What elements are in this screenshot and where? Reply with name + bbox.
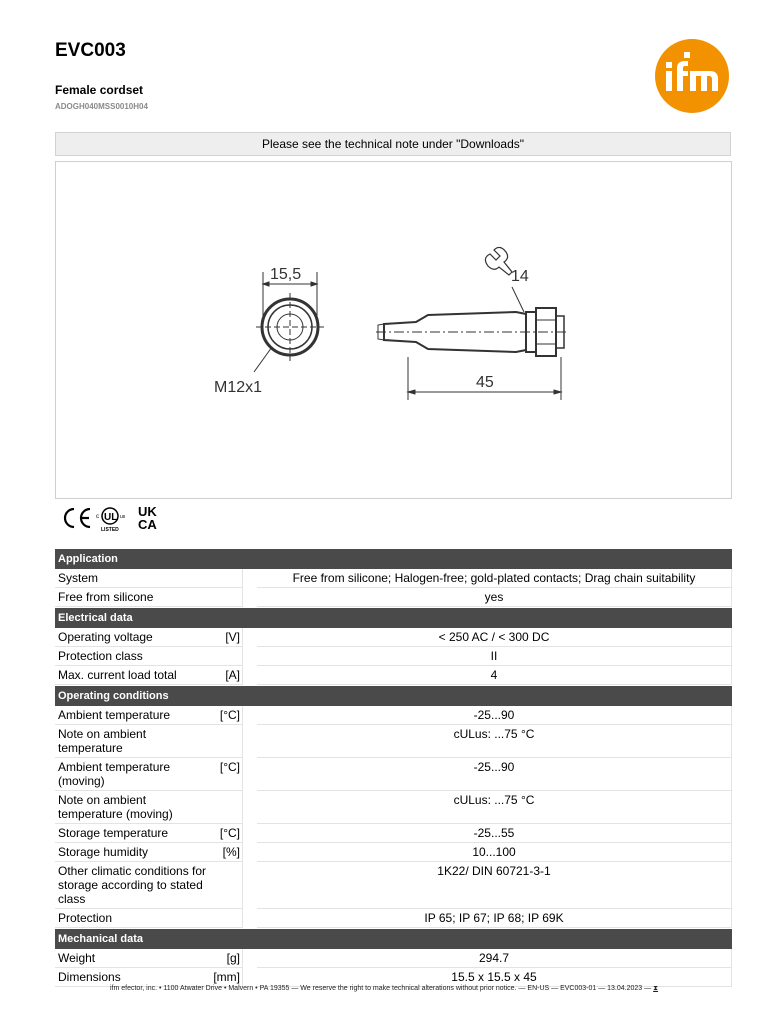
spec-label: Protection class [55,647,210,666]
spec-unit [210,862,243,909]
spec-value: II [257,647,732,666]
spec-value: 4 [257,666,732,685]
spec-row [55,569,732,588]
spec-value: cULus: ...75 °C [257,725,732,758]
specification-table [55,549,732,987]
spec-gap [243,588,257,607]
certification-marks [58,503,178,533]
spec-row [55,725,732,758]
section-header: Operating conditions [55,686,732,706]
spec-row [55,758,732,791]
spec-row [55,862,732,909]
svg-text:c: c [96,514,99,520]
spec-label: Other climatic conditions for storage according to stated class [55,862,210,909]
spec-label: Ambient temperature (moving) [55,758,210,791]
length-label: 45 [476,374,494,391]
spec-gap [243,791,257,824]
spec-unit: [A] [210,666,243,685]
section-header: Electrical data [55,608,732,628]
ukca-mark-icon [138,504,157,532]
diameter-label: 15,5 [270,266,302,283]
spec-label: Protection [55,909,210,928]
spec-row [55,666,732,685]
spec-unit: [°C] [210,824,243,843]
spec-gap [243,647,257,666]
article-code: ADOGH040MSS0010H04 [55,102,148,111]
svg-text:CA: CA [138,517,157,532]
spec-label: Storage humidity [55,843,210,862]
spec-label: Weight [55,949,210,968]
ifm-logo [654,38,730,114]
spec-unit [210,647,243,666]
spec-unit: [°C] [210,706,243,725]
spec-value: yes [257,588,732,607]
svg-text:us: us [120,514,126,520]
spec-unit [210,791,243,824]
spec-unit: [%] [210,843,243,862]
spec-label: Note on ambient temperature [55,725,210,758]
product-title: EVC003 [55,40,126,61]
thread-label: M12x1 [214,379,263,396]
spec-label: Dimensions [55,968,210,987]
spec-unit [210,569,243,588]
spec-label: Ambient temperature [55,706,210,725]
spec-row [55,824,732,843]
spec-row [55,843,732,862]
spec-row [55,791,732,824]
spec-gap [243,758,257,791]
wrench-size-label: 14 [511,268,529,285]
spec-value: 1K22/ DIN 60721-3-1 [257,862,732,909]
section-header: Mechanical data [55,929,732,949]
spec-value: IP 65; IP 67; IP 68; IP 69K [257,909,732,928]
spec-row [55,706,732,725]
culus-listed-icon [96,508,126,533]
spec-unit [210,588,243,607]
spec-value: Free from silicone; Halogen-free; gold-plated contacts; Drag chain suitability [257,569,732,588]
spec-row [55,628,732,647]
spec-gap [243,725,257,758]
spec-gap [243,909,257,928]
spec-unit [210,725,243,758]
spec-label: Free from silicone [55,588,210,607]
spec-value: -25...90 [257,758,732,791]
spec-label: Operating voltage [55,628,210,647]
spec-value: 10...100 [257,843,732,862]
document-icon: ⧗ [653,985,659,992]
spec-value: 294.7 [257,949,732,968]
spec-label: Max. current load total [55,666,210,685]
section-header: Application [55,549,732,569]
page-footer [0,985,768,993]
spec-label: Storage temperature [55,824,210,843]
spec-unit: [°C] [210,758,243,791]
spec-gap [243,843,257,862]
spec-value: -25...90 [257,706,732,725]
spec-gap [243,569,257,588]
spec-row [55,588,732,607]
spec-value: -25...55 [257,824,732,843]
spec-value: 15.5 x 15.5 x 45 [257,968,732,987]
spec-unit: [V] [210,628,243,647]
spec-gap [243,628,257,647]
spec-row [55,647,732,666]
svg-text:UL: UL [104,512,118,523]
spec-label: System [55,569,210,588]
spec-gap [243,706,257,725]
spec-unit [210,909,243,928]
spec-label: Note on ambient temperature (moving) [55,791,210,824]
spec-row [55,949,732,968]
footer-text: ifm efector, inc. • 1100 Atwater Drive • Malvern • PA 19355 — We reserve the right to make technical alterations without prior notice. — EN-US — EVC003-01 — 13.04.2023 — [109,985,652,992]
svg-text:UK: UK [138,504,157,519]
spec-row [55,909,732,928]
spec-gap [243,666,257,685]
product-subtitle: Female cordset [55,83,144,97]
dimension-drawing [55,161,732,499]
spec-gap [243,862,257,909]
spec-value: < 250 AC / < 300 DC [257,628,732,647]
technical-note-banner: Please see the technical note under "Downloads" [55,132,731,156]
spec-unit: [g] [210,949,243,968]
spec-unit: [mm] [210,968,243,987]
svg-text:LISTED: LISTED [101,527,119,533]
ce-mark-icon [65,509,90,527]
spec-gap [243,824,257,843]
spec-gap [243,949,257,968]
spec-value: cULus: ...75 °C [257,791,732,824]
